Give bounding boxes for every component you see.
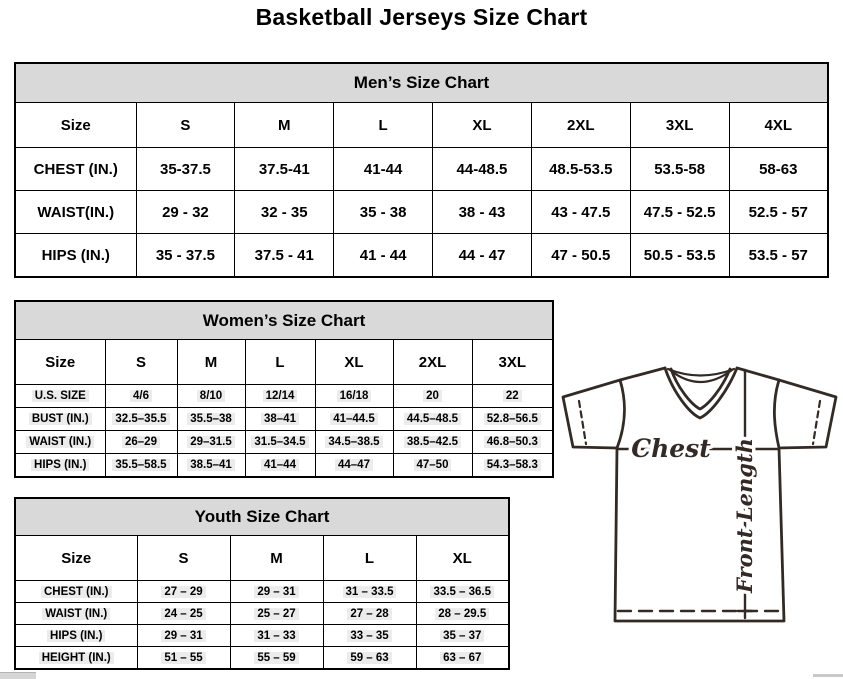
column-header: M	[230, 536, 323, 581]
column-header: 2XL	[393, 340, 472, 385]
cell: 35-37.5	[136, 148, 235, 191]
cell: 41–44.5	[315, 408, 393, 431]
column-header: M	[177, 340, 245, 385]
cell: 31 – 33.5	[323, 581, 416, 603]
cell: 35.5–58.5	[105, 454, 177, 478]
column-header: Size	[15, 536, 137, 581]
cell: 25 – 27	[230, 603, 323, 625]
cell: 48.5-53.5	[531, 148, 630, 191]
cell: 55 – 59	[230, 647, 323, 670]
cell: 26–29	[105, 431, 177, 454]
table-row	[15, 234, 828, 278]
cell: 37.5 - 41	[235, 234, 334, 278]
cell: 35.5–38	[177, 408, 245, 431]
cell: 24 – 25	[137, 603, 230, 625]
table-row	[15, 603, 509, 625]
table-row	[15, 454, 553, 478]
cell: 16/18	[315, 385, 393, 408]
row-label: U.S. SIZE	[15, 385, 105, 408]
cell: 8/10	[177, 385, 245, 408]
womens-header-row	[15, 340, 553, 385]
column-header: 3XL	[472, 340, 553, 385]
cell: 44.5–48.5	[393, 408, 472, 431]
cell: 43 - 47.5	[531, 191, 630, 234]
jersey-body-outline	[615, 368, 784, 621]
cell: 22	[472, 385, 553, 408]
column-header: S	[105, 340, 177, 385]
cell: 31.5–34.5	[245, 431, 315, 454]
front-length-label: Front Length	[732, 438, 757, 593]
column-header: Size	[15, 340, 105, 385]
cell: 59 – 63	[323, 647, 416, 670]
cell: 53.5-58	[630, 148, 729, 191]
table-row	[15, 148, 828, 191]
cell: 52.8–56.5	[472, 408, 553, 431]
column-header: 4XL	[729, 103, 828, 148]
cell: 27 – 29	[137, 581, 230, 603]
cell: 50.5 - 53.5	[630, 234, 729, 278]
mens-header-row	[15, 103, 828, 148]
cell: 32 - 35	[235, 191, 334, 234]
cell: 12/14	[245, 385, 315, 408]
cell: 38 - 43	[433, 191, 532, 234]
column-header: S	[136, 103, 235, 148]
jersey-measurement-diagram	[558, 366, 843, 628]
cell: 38.5–42.5	[393, 431, 472, 454]
mens-size-chart-table	[14, 62, 829, 278]
row-label: WAIST(IN.)	[15, 191, 136, 234]
row-label: BUST (IN.)	[15, 408, 105, 431]
column-header: XL	[433, 103, 532, 148]
page-title: Basketball Jerseys Size Chart	[255, 4, 588, 30]
cell: 41-44	[334, 148, 433, 191]
cell: 44-48.5	[433, 148, 532, 191]
cell: 33 – 35	[323, 625, 416, 647]
cell: 54.3–58.3	[472, 454, 553, 478]
row-label: CHEST (IN.)	[15, 581, 137, 603]
table-row	[15, 647, 509, 670]
cell: 46.8–50.3	[472, 431, 553, 454]
cell: 38–41	[245, 408, 315, 431]
cell: 44 - 47	[433, 234, 532, 278]
cell: 63 – 67	[416, 647, 509, 670]
column-header: Size	[15, 103, 136, 148]
cell: 28 – 29.5	[416, 603, 509, 625]
table-row	[15, 581, 509, 603]
womens-chart-title: Women’s Size Chart	[15, 301, 553, 340]
column-header: S	[137, 536, 230, 581]
table-row	[15, 625, 509, 647]
horizontal-scrollbar-right-fragment[interactable]	[813, 674, 843, 677]
cell: 41 - 44	[334, 234, 433, 278]
womens-size-chart-table	[14, 300, 554, 478]
cell: 58-63	[729, 148, 828, 191]
cell: 29 - 32	[136, 191, 235, 234]
table-row	[15, 191, 828, 234]
cell: 29–31.5	[177, 431, 245, 454]
cell: 27 – 28	[323, 603, 416, 625]
column-header: 3XL	[630, 103, 729, 148]
table-row	[15, 431, 553, 454]
cell: 31 – 33	[230, 625, 323, 647]
cell: 4/6	[105, 385, 177, 408]
cell: 34.5–38.5	[315, 431, 393, 454]
youth-chart-title: Youth Size Chart	[15, 498, 509, 536]
cell: 52.5 - 57	[729, 191, 828, 234]
cell: 44–47	[315, 454, 393, 478]
table-row	[15, 385, 553, 408]
cell: 47.5 - 52.5	[630, 191, 729, 234]
column-header: 2XL	[531, 103, 630, 148]
row-label: CHEST (IN.)	[15, 148, 136, 191]
chest-label: Chest	[631, 434, 711, 463]
cell: 51 – 55	[137, 647, 230, 670]
cell: 53.5 - 57	[729, 234, 828, 278]
row-label: HEIGHT (IN.)	[15, 647, 137, 670]
cell: 29 – 31	[230, 581, 323, 603]
jersey-left-sleeve	[563, 380, 620, 448]
column-header: M	[235, 103, 334, 148]
jersey-right-sleeve	[777, 380, 836, 448]
cell: 47 - 50.5	[531, 234, 630, 278]
youth-header-row	[15, 536, 509, 581]
row-label: HIPS (IN.)	[15, 454, 105, 478]
cell: 35 – 37	[416, 625, 509, 647]
row-label: HIPS (IN.)	[15, 625, 137, 647]
row-label: WAIST (IN.)	[15, 603, 137, 625]
cell: 47–50	[393, 454, 472, 478]
cell: 32.5–35.5	[105, 408, 177, 431]
column-header: XL	[315, 340, 393, 385]
cell: 41–44	[245, 454, 315, 478]
cell: 33.5 – 36.5	[416, 581, 509, 603]
column-header: L	[334, 103, 433, 148]
mens-chart-title: Men’s Size Chart	[15, 63, 828, 103]
horizontal-scrollbar-left-fragment[interactable]	[0, 672, 36, 679]
row-label: HIPS (IN.)	[15, 234, 136, 278]
youth-size-chart-table	[14, 497, 510, 670]
column-header: L	[245, 340, 315, 385]
cell: 35 - 37.5	[136, 234, 235, 278]
row-label: WAIST (IN.)	[15, 431, 105, 454]
cell: 20	[393, 385, 472, 408]
cell: 37.5-41	[235, 148, 334, 191]
cell: 35 - 38	[334, 191, 433, 234]
cell: 38.5–41	[177, 454, 245, 478]
table-row	[15, 408, 553, 431]
cell: 29 – 31	[137, 625, 230, 647]
column-header: XL	[416, 536, 509, 581]
column-header: L	[323, 536, 416, 581]
